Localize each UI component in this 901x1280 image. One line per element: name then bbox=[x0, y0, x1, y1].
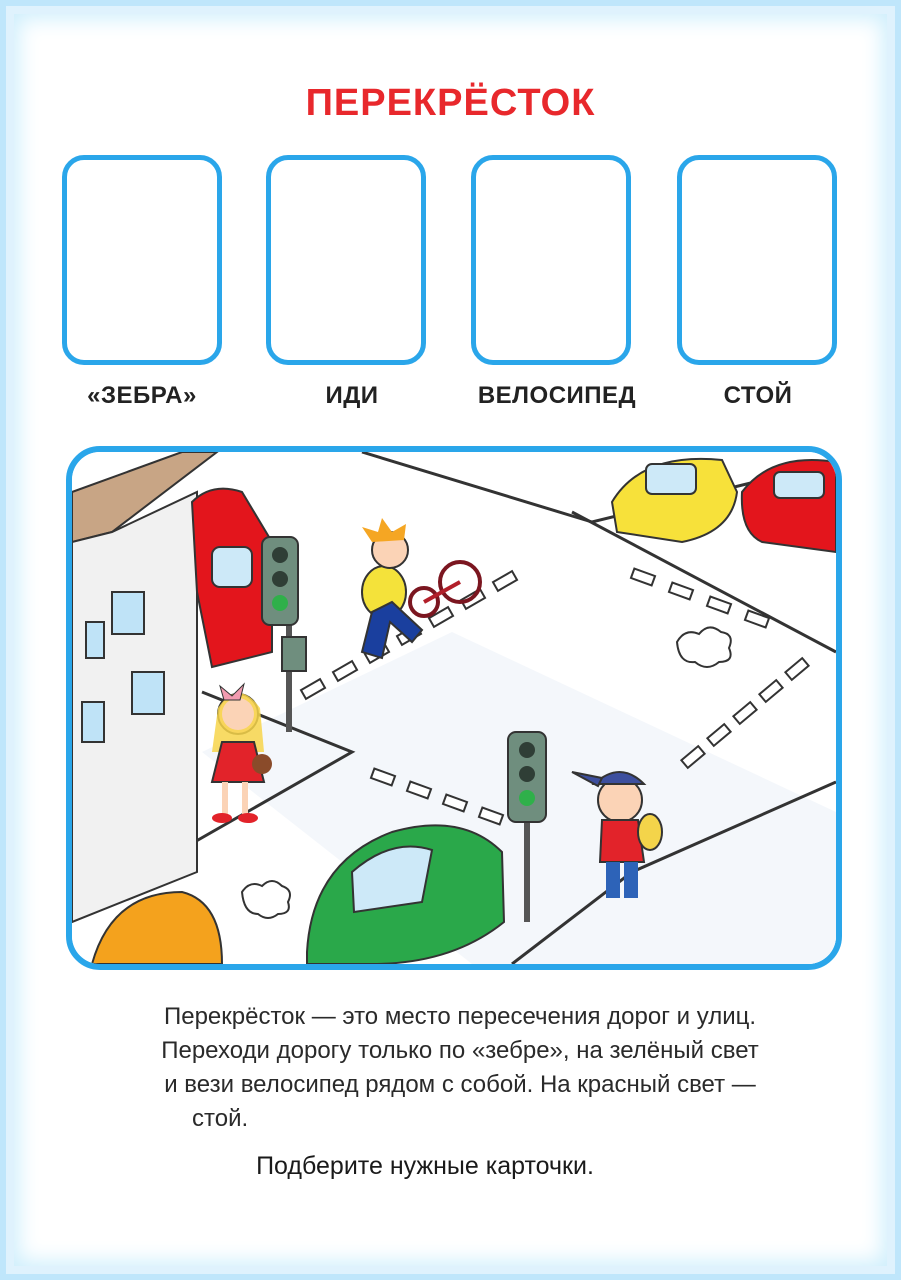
description-line-3: и вези велосипед рядом с собой. На красный свет — bbox=[164, 1071, 756, 1098]
card-label-bicycle: ВЕЛОСИПЕД bbox=[477, 382, 637, 409]
card-label-zebra: «ЗЕБРА» bbox=[87, 382, 197, 409]
card-slot-stop[interactable] bbox=[677, 155, 837, 365]
description-text bbox=[80, 1000, 840, 1136]
card-label-go: ИДИ bbox=[325, 382, 379, 409]
card-label-stop: СТОЙ bbox=[723, 382, 793, 409]
intersection-illustration bbox=[66, 446, 842, 970]
description-line-2: Переходи дорогу только по «зебре», на зелёный свет bbox=[161, 1037, 759, 1064]
description-line-4: стой. bbox=[192, 1105, 249, 1132]
description-line-1: Перекрёсток — это место пересечения дорог и улиц. bbox=[163, 1003, 757, 1030]
card-slot-go[interactable] bbox=[266, 155, 426, 365]
instruction-text: Подберите нужные карточки. bbox=[256, 1152, 594, 1180]
card-slot-bicycle[interactable] bbox=[471, 155, 631, 365]
page-title: ПЕРЕКРЁСТОК bbox=[305, 82, 596, 124]
card-slot-zebra[interactable] bbox=[62, 155, 222, 365]
